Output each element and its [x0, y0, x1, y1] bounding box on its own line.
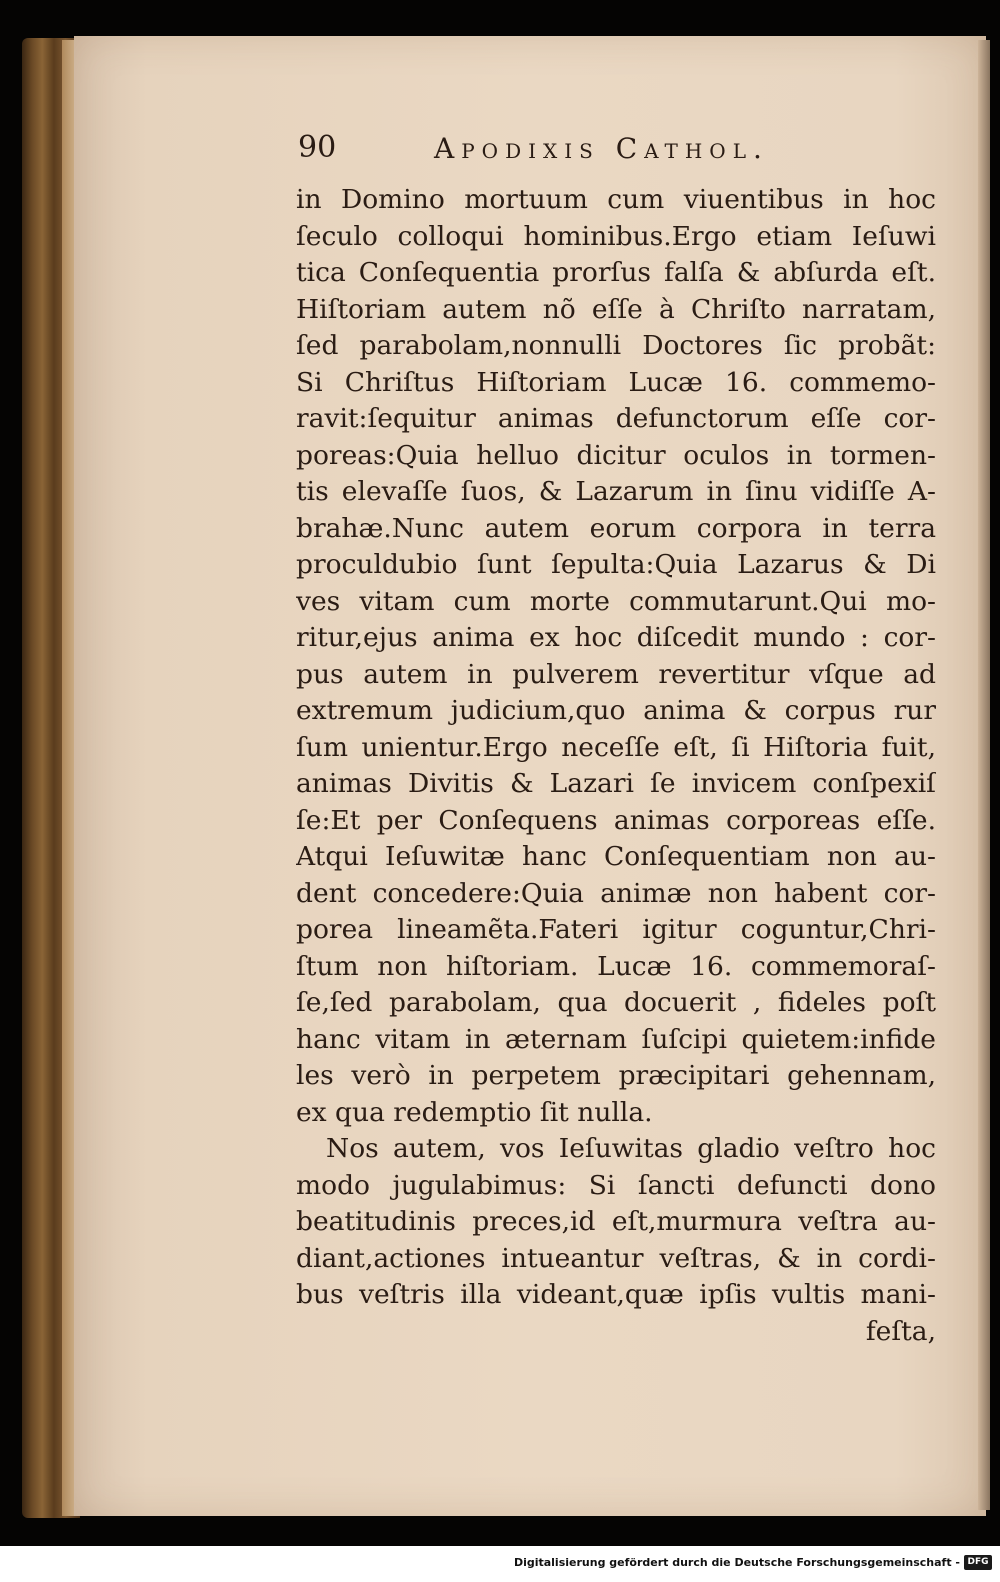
text-line: hanc vitam in æternam ſuſcipi quietem:infide	[296, 1023, 936, 1055]
text-line: pus autem in pulverem revertitur vſque ad	[296, 658, 936, 690]
page-header	[298, 130, 938, 170]
text-line: Si Chriſtus Hiſtoriam Lucæ 16. commemo-	[296, 366, 936, 398]
text-line: ſe:Et per Conſequens animas corporeas eſſe.	[296, 804, 936, 836]
paragraph-start-line: Nos autem, vos Ieſuwitas gladio veſtro hoc	[326, 1133, 936, 1164]
text-line: ſed parabolam,nonnulli Doctores ſic probãt:	[296, 330, 936, 361]
text-line: tis elevaſſe ſuos, & Lazarum in ſinu vidiſſe A-	[296, 476, 936, 507]
text-line: poreas:Quia helluo dicitur oculos in tormen-	[296, 439, 936, 471]
text-line: Atqui Ieſuwitæ hanc Conſequentiam non au-	[296, 841, 936, 872]
text-line: ſtum non hiſtoriam. Lucæ 16. commemoraſ-	[296, 950, 936, 982]
text-line: bus veſtris illa videant,quæ ipſis vultis mani-	[296, 1279, 936, 1310]
text-line: brahæ.Nunc autem eorum corpora in terra	[296, 512, 936, 544]
page-number: 90	[298, 130, 337, 165]
text-line: ſum unientur.Ergo neceſſe eſt, ſi Hiſtoria fuit,	[296, 731, 936, 763]
catchword: feſta,	[865, 1315, 936, 1347]
text-line: animas Divitis & Lazari ſe invicem conſpexiſ	[296, 768, 936, 799]
text-line: beatitudinis preces,id eſt,murmura veſtra au-	[296, 1206, 936, 1237]
funding-credit: Digitalisierung gefördert durch die Deutsche Forschungsgemeinschaft -	[513, 1556, 960, 1569]
text-line: extremum judicium,quo anima & corpus rur	[296, 695, 936, 726]
text-line: ritur,ejus anima ex hoc diſcedit mundo : cor-	[296, 622, 936, 653]
text-line: dent concedere:Quia animæ non habent cor-	[296, 877, 936, 909]
text-line: ſeculo colloqui hominibus.Ergo etiam Ieſuwi	[296, 220, 936, 252]
text-line: ravit:ſequitur animas defunctorum eſſe cor-	[296, 403, 936, 434]
text-line: ſe,ſed parabolam, qua docuerit , fideles poſt	[296, 987, 936, 1018]
text-line: diant,actiones intueantur veſtras, & in cordi-	[296, 1242, 936, 1274]
text-line: les verò in perpetem præcipitari gehennam,	[296, 1060, 936, 1091]
text-line: modo jugulabimus: Si ſancti defuncti dono	[296, 1169, 936, 1201]
digitization-footer	[0, 1546, 1000, 1582]
page-edge	[978, 40, 990, 1510]
text-line: proculdubio ſunt ſepulta:Quia Lazarus & Di	[296, 549, 936, 580]
paragraph-end-line: ex qua redemptio ſit nulla.	[296, 1096, 653, 1128]
text-line: in Domino mortuum cum viuentibus in hoc	[296, 184, 936, 215]
running-title: Apodixis Cathol.	[434, 132, 769, 165]
text-line: Hiſtoriam autem nõ eſſe à Chriſto narratam,	[296, 293, 936, 325]
dfg-logo: DFG	[964, 1555, 992, 1570]
body-text	[296, 182, 936, 1350]
text-line: porea lineamẽta.Fateri igitur coguntur,Chri-	[296, 914, 936, 945]
text-line: tica Conſequentia prorſus falſa & abſurda eſt.	[296, 257, 936, 288]
text-line: ves vitam cum morte commutarunt.Qui mo-	[296, 585, 936, 617]
